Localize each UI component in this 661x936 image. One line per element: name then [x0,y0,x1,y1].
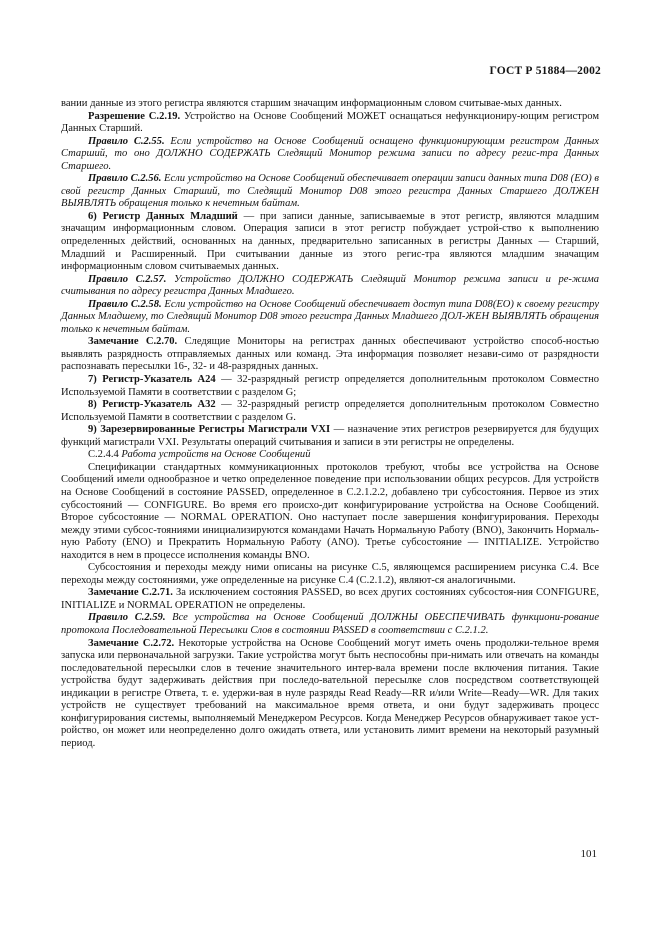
paragraph-text: С.2.4.4 [88,449,122,461]
page-number: 101 [580,848,597,860]
paragraph-emphasis: Правило С.2.59. [88,612,166,624]
paragraph [61,399,599,424]
paragraph-emphasis: 6) Регистр Данных Младший [88,210,238,222]
paragraph [61,462,599,562]
paragraph [61,638,599,751]
document-body [61,98,599,750]
paragraph-text: Следящие Мониторы на регистрах данных обеспечивают устройство способ-ностью выявлять разрядность отправляемых данных или команд. Эта информация позволяет незави-симо от разрядности распознавать пересылки 16-, 32- и 48-разрядных данных. [61,336,599,373]
paragraph-emphasis: Устройство ДОЛЖНО СОДЕРЖАТЬ Следящий Монитор режима записи и ре-жима считывания по адресу регистра Данных Младшего. [61,273,599,298]
paragraph [61,111,599,136]
paragraph [61,173,599,211]
paragraph [61,374,599,399]
paragraph-emphasis: Если устройство на Основе Сообщений обеспечивает операции записи данных типа D08 (EO) в свой регистр Данных Старший, то Следящий Монитор D08 этого регистра Данных Старшего ДОЛЖЕН ВЫЯВЛЯТЬ обращения только к нечетным байтам. [61,173,599,210]
paragraph-text: Спецификации стандартных коммуникационных протоколов требуют, чтобы все устройства на Основе Сообщений имели однообразное и четко определенное поведение при использовании общих ресурсов. Для устройств на Основе Сообщений в состояние PASSED, определенное в С.2.1.2.2, добавлено три субсостояния. Первое из этих субсостояний — CONFIGURE. Во время его происхо-дит конфигурирование устройства на Основе Сообщений. Второе субсостояние — NORMAL OPERATION. Оно наступает после завершения конфигурирования. Переходы между этими субсос-тояниями инициализируются командами Начать Нормальную Работу (BNO), Закончить Нормаль-ную Работу (ENO) и Прекратить Нормальную Работу (ANO). Третье субсостояние — INITIALIZE. Устройство находится в нем в процессе исполнения команды BNO. [61,461,599,561]
paragraph-emphasis: Разрешение С.2.19. [88,110,181,122]
paragraph-text: — при записи данные, записываемые в этот регистр, являются младшим значащим информационным словом. Операция записи в этот регистр побуждает устрой-ство к выполнению определенных действий, основанных на данных, предварительно записанных в регистры Данных — Старший, Младший и Расширенный. При считывании данные из этого регис-тра являются младшим значащим информационным словом считываемых данных. [61,210,599,273]
paragraph-emphasis: Правило С.2.58. [88,298,162,310]
paragraph-text: Устройство на Основе Сообщений МОЖЕТ оснащаться нефункциониру-ющим регистром Данных Старший. [61,110,600,135]
paragraph [61,299,599,337]
paragraph-emphasis: Замечание С.2.71. [88,587,173,599]
paragraph [61,424,599,449]
paragraph-emphasis: Правило С.2.55. [88,135,165,147]
paragraph-text: вании данные из этого регистра являются старшим значащим информационным словом считывае-мых данных. [61,98,562,109]
paragraph-emphasis: Правило С.2.57. [88,273,167,285]
paragraph-text: За исключением состояния PASSED, во всех других состояниях субсостоя-ния CONFIGURE, INITIALIZE и NORMAL OPERATION не определены. [61,587,600,611]
standard-header: ГОСТ Р 51884—2002 [489,65,601,77]
paragraph-text: — 32-разрядный регистр определяется дополнительным протоколом Совместно Используемой Памяти в соответствии с разделом G. [61,399,599,423]
paragraph-emphasis: Работа устройств на Основе Сообщений [121,449,311,461]
paragraph-text: — назначение этих регистров резервируется для будущих функций магистрали VXI. Результаты операций считывания и записи в эти регистры не определены. [61,424,599,448]
paragraph [61,274,599,299]
paragraph-emphasis: 8) Регистр-Указатель А32 [88,399,216,411]
paragraph-emphasis: Если устройство на Основе Сообщений оснащено функционирующим регистром Данных Старший, то оно ДОЛЖНО СОДЕРЖАТЬ Следящий Монитор режима записи по адресу регис-тра Данных Старшего. [61,135,599,172]
paragraph-text: Некоторые устройства на Основе Сообщений могут иметь очень продолжи-тельное время запуска или первоначальной загрузки. Такие устройства могут быть неспособны при-нимать или отвечать на команды последовательной пересылки слов в течение значительного интер-вала времени после включения питания. Такие устройства будут задерживать действия при последо-вательной пересылке слов посредством соответствующей индикации в регистре Ответа, т. е. удержи-вая в нуле разряды Read Ready—RR и/или Write—Ready—WR. Для таких устройств не существует требований на максимальное время ответа, и они будут задерживать процесс конфигурирования системы, выполняемый Менеджером Ресурсов. Когда Менеджер Ресурсов обнаруживает такое уст-ройство, он может или неопределенно долго ожидать ответа, или установить лимит времени на некоторый разумный период. [61,637,599,749]
paragraph [61,336,599,374]
paragraph [61,562,599,587]
paragraph-emphasis: Все устройства на Основе Сообщений ДОЛЖНЫ ОБЕСПЕЧИВАТЬ функциони-рование протокола Последовательной Пересылки Слов в состоянии PASSED в соответствии с С.2.1.2. [61,612,599,636]
paragraph [61,612,599,637]
paragraph-emphasis: Замечание С.2.72. [88,637,175,649]
paragraph-emphasis: Правило С.2.56. [88,173,162,185]
paragraph-emphasis: Замечание С.2.70. [88,336,178,348]
paragraph-emphasis: 9) Зарезервированные Регистры Магистрали VXI [88,424,331,436]
paragraph [61,136,599,174]
paragraph [61,587,599,612]
paragraph-emphasis: Если устройство на Основе Сообщений обеспечивает доступ типа D08(EO) к своему регистру Данных Младшему, то Следящий Монитор D08 этого регистра Данных Младшего ДОЛ-ЖЕН ВЫЯВЛЯТЬ обращения только к нечетным байтам. [61,298,599,335]
paragraph [61,98,599,111]
paragraph-text: — 32-разрядный регистр определяется дополнительным протоколом Совместно Используемой Памяти в соответствии с разделом G; [61,374,599,398]
paragraph [61,211,599,274]
paragraph [61,449,599,462]
paragraph-emphasis: 7) Регистр-Указатель А24 [88,374,216,386]
paragraph-text: Субсостояния и переходы между ними описаны на рисунке С.5, являющемся расширением рисунка С.4. Все переходы между состояниями, уже определенные на рисунке С.4 (С.2.1.2), являют-ся аналогичными. [61,562,599,586]
